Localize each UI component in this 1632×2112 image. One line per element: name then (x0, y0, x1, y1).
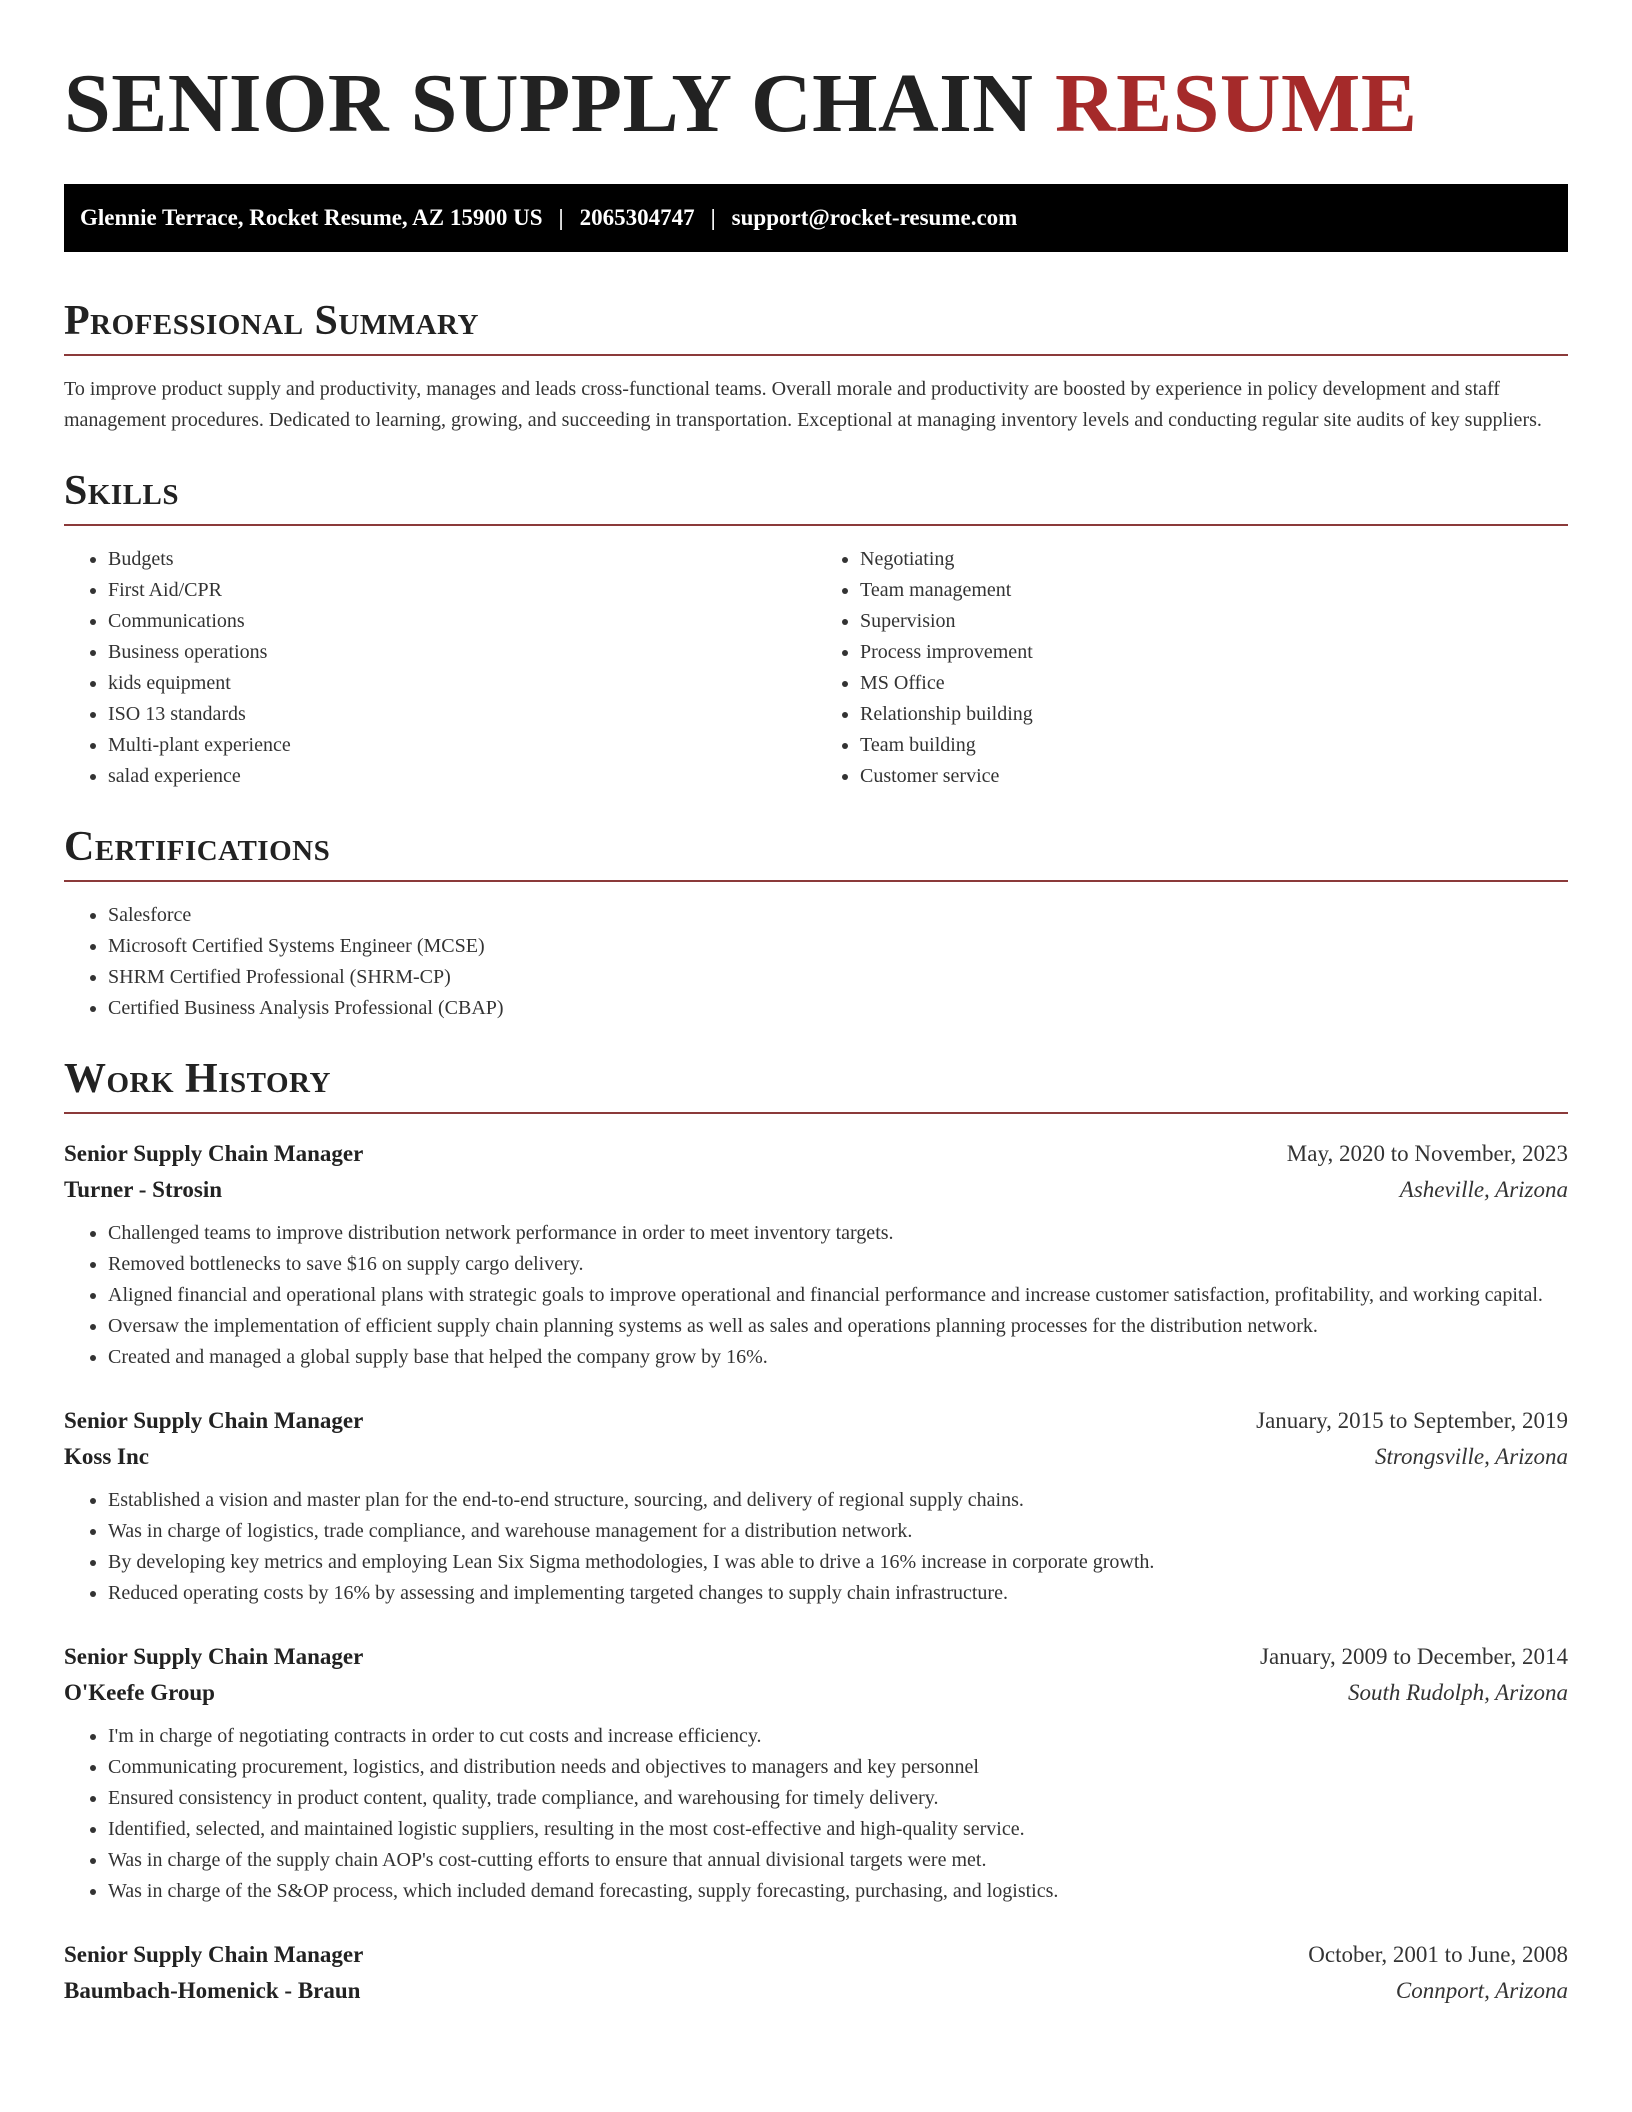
list-item: • First Aid/CPR (108, 575, 816, 606)
contact-email[interactable]: support@rocket-resume.com (731, 205, 1018, 230)
list-item: • Communications (108, 606, 816, 637)
list-item: • kids equipment (108, 668, 816, 699)
job-dates: January, 2015 to September, 2019 (1256, 1408, 1568, 1433)
skills-list-right (816, 544, 1568, 792)
summary-section (64, 296, 1568, 436)
job-bullet: • Reduced operating costs by 16% by assessing and implementing targeted changes to supply chain infrastructure. (108, 1578, 1568, 1609)
list-item: • Microsoft Certified Systems Engineer (MCSE) (108, 931, 1568, 962)
job-company: Turner - Strosin (64, 1177, 223, 1202)
job-company: O'Keefe Group (64, 1680, 215, 1705)
work-history-section (64, 1054, 1568, 2009)
job-entry (64, 1639, 1568, 1907)
job-location: Asheville, Arizona (1399, 1177, 1568, 1202)
summary-heading: Professional Summary (64, 296, 1568, 356)
job-entry (64, 1937, 1568, 2009)
job-list (64, 1136, 1568, 2009)
list-item: • Business operations (108, 637, 816, 668)
job-bullets (64, 1218, 1568, 1373)
list-item: • Supervision (860, 606, 1568, 637)
job-bullet: • Was in charge of the supply chain AOP's cost-cutting efforts to ensure that annual divisional targets were met. (108, 1845, 1568, 1876)
list-item: • Salesforce (108, 900, 1568, 931)
job-header-row (64, 1403, 1568, 1439)
job-title: Senior Supply Chain Manager (64, 1942, 364, 1967)
skills-list-left (64, 544, 816, 792)
list-item: • ISO 13 standards (108, 699, 816, 730)
summary-text: To improve product supply and productivity, manages and leads cross-functional teams. Overall morale and productivity are boosted by experience in policy development and staff management procedures. Dedicated to learning, growing, and succeeding in transportation. Exceptional at managing inventory levels and conducting regular site audits of key suppliers. (64, 378, 1542, 431)
job-bullet: • Aligned financial and operational plans with strategic goals to improve operational and financial performance and increase customer satisfaction, profitability, and working capital. (108, 1280, 1568, 1311)
resume-title (64, 0, 1568, 152)
list-item: • SHRM Certified Professional (SHRM-CP) (108, 962, 1568, 993)
list-item: • Budgets (108, 544, 816, 575)
job-title: Senior Supply Chain Manager (64, 1141, 364, 1166)
title-main: SENIOR SUPPLY CHAIN (64, 57, 1034, 150)
job-location: Strongsville, Arizona (1375, 1444, 1568, 1469)
list-item: • Relationship building (860, 699, 1568, 730)
job-bullet: • Communicating procurement, logistics, and distribution needs and objectives to managers and key personnel (108, 1752, 1568, 1783)
contact-bar (64, 184, 1568, 252)
job-header-row (64, 1639, 1568, 1675)
contact-phone: 2065304747 (579, 205, 695, 230)
list-item: • Multi-plant experience (108, 730, 816, 761)
list-item: • Team management (860, 575, 1568, 606)
job-dates: October, 2001 to June, 2008 (1308, 1942, 1568, 1967)
job-company: Koss Inc (64, 1444, 149, 1469)
job-bullets (64, 1721, 1568, 1907)
job-title: Senior Supply Chain Manager (64, 1644, 364, 1669)
job-header-row (64, 1136, 1568, 1172)
job-title: Senior Supply Chain Manager (64, 1408, 364, 1433)
job-entry (64, 1136, 1568, 1373)
certifications-heading: Certifications (64, 822, 1568, 882)
job-entry (64, 1403, 1568, 1609)
certifications-section (64, 822, 1568, 1024)
contact-separator: | (558, 205, 564, 230)
job-company-row (64, 1973, 1568, 2009)
work-history-heading: Work History (64, 1054, 1568, 1114)
list-item: • Process improvement (860, 637, 1568, 668)
list-item: • Customer service (860, 761, 1568, 792)
job-bullet: • Was in charge of the S&OP process, which included demand forecasting, supply forecasting, purchasing, and logistics. (108, 1876, 1568, 1907)
job-company-row (64, 1675, 1568, 1711)
job-bullet: • Oversaw the implementation of efficient supply chain planning systems as well as sales and operations planning processes for the distribution network. (108, 1311, 1568, 1342)
job-company-row (64, 1439, 1568, 1475)
job-company: Baumbach-Homenick - Braun (64, 1978, 361, 2003)
list-item: • salad experience (108, 761, 816, 792)
job-bullet: • Established a vision and master plan for the end-to-end structure, sourcing, and delivery of regional supply chains. (108, 1485, 1568, 1516)
list-item: • Negotiating (860, 544, 1568, 575)
contact-separator: | (710, 205, 716, 230)
list-item: • MS Office (860, 668, 1568, 699)
job-bullet: • Created and managed a global supply base that helped the company grow by 16%. (108, 1342, 1568, 1373)
job-header-row (64, 1937, 1568, 1973)
certifications-list (64, 900, 1568, 1024)
job-bullet: • I'm in charge of negotiating contracts in order to cut costs and increase efficiency. (108, 1721, 1568, 1752)
job-dates: January, 2009 to December, 2014 (1260, 1644, 1568, 1669)
list-item: • Certified Business Analysis Professional (CBAP) (108, 993, 1568, 1024)
job-bullets (64, 1485, 1568, 1609)
title-accent: RESUME (1054, 57, 1418, 150)
skills-grid (64, 526, 1568, 792)
job-bullet: • Removed bottlenecks to save $16 on supply cargo delivery. (108, 1249, 1568, 1280)
job-bullet: • Identified, selected, and maintained logistic suppliers, resulting in the most cost-effective and high-quality service. (108, 1814, 1568, 1845)
job-bullet: • Was in charge of logistics, trade compliance, and warehouse management for a distribution network. (108, 1516, 1568, 1547)
job-bullet: • Challenged teams to improve distribution network performance in order to meet inventory targets. (108, 1218, 1568, 1249)
skills-section (64, 466, 1568, 792)
job-company-row (64, 1172, 1568, 1208)
job-bullet: • Ensured consistency in product content, quality, trade compliance, and warehousing for timely delivery. (108, 1783, 1568, 1814)
job-location: Connport, Arizona (1395, 1978, 1568, 2003)
job-location: South Rudolph, Arizona (1347, 1680, 1568, 1705)
job-bullet: • By developing key metrics and employing Lean Six Sigma methodologies, I was able to drive a 16% increase in corporate growth. (108, 1547, 1568, 1578)
job-dates: May, 2020 to November, 2023 (1286, 1141, 1568, 1166)
list-item: • Team building (860, 730, 1568, 761)
contact-address: Glennie Terrace, Rocket Resume, AZ 15900 US (80, 205, 543, 230)
skills-heading: Skills (64, 466, 1568, 526)
